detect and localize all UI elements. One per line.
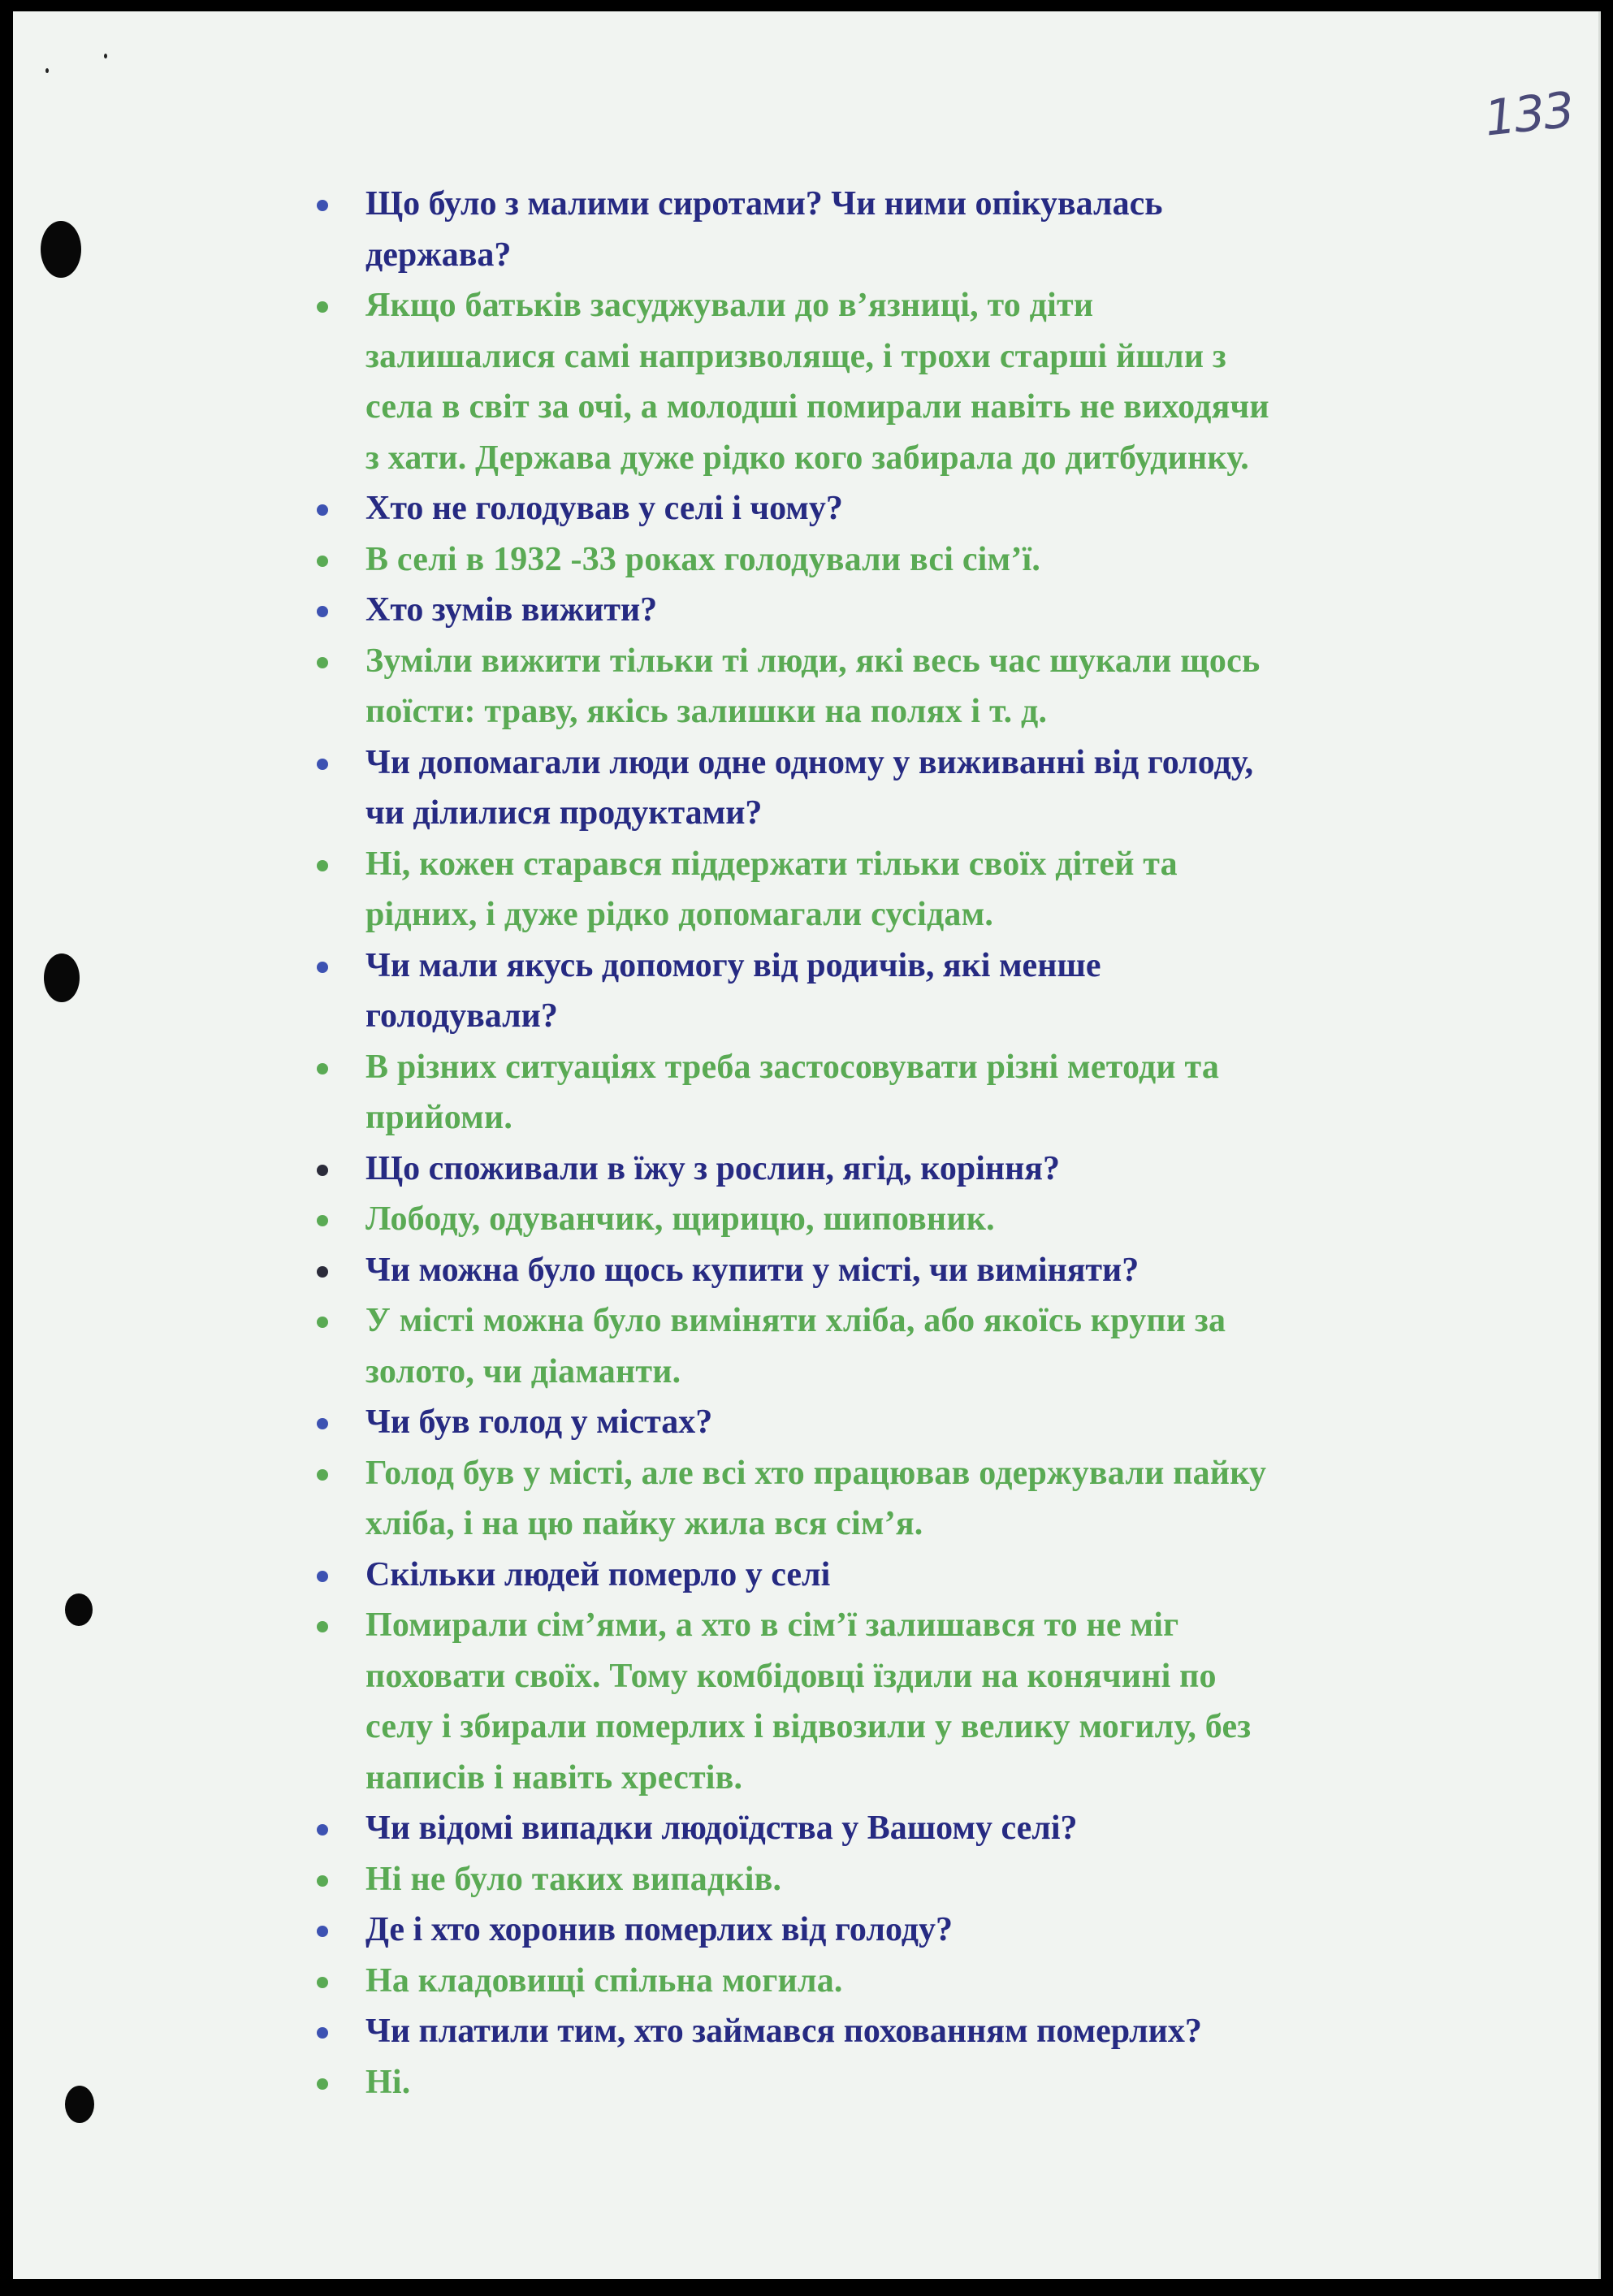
answer-item <box>314 2057 1507 2108</box>
answer-text-line: Ні. <box>365 2063 411 2101</box>
question-item <box>314 179 1507 280</box>
question-item <box>314 1550 1507 1601</box>
question-text-line: Де і хто хоронив померлих від голоду? <box>365 1911 953 1948</box>
punch-hole <box>65 2086 94 2123</box>
answer-text-line: В різних ситуаціях треба застосовувати різні методи та <box>365 1048 1220 1086</box>
answer-item <box>314 1448 1507 1550</box>
bullet-icon <box>317 1621 328 1632</box>
answer-text-line: селу і збирали померлих і відвозили у велику могилу, без <box>365 1708 1252 1745</box>
bullet-icon <box>317 301 328 313</box>
bullet-icon <box>317 1926 328 1937</box>
question-text-line: Чи допомагали люди одне одному у виживанні від голоду, <box>365 743 1254 781</box>
answer-text-line: Лободу, одуванчик, щирицю, шиповник. <box>365 1200 995 1238</box>
document-page <box>13 11 1601 2279</box>
answer-item <box>314 839 1507 940</box>
question-item <box>314 1905 1507 1956</box>
bullet-icon <box>317 2078 328 2090</box>
question-item <box>314 483 1507 534</box>
answer-text-line: В селі в 1932 -33 роках голодували всі сім’ї. <box>365 540 1041 578</box>
answer-item <box>314 534 1507 586</box>
question-text-line: Чи платили тим, хто займався похованням померлих? <box>365 2013 1202 2050</box>
question-text-line: Чи відомі випадки людоїдства у Вашому селі? <box>365 1810 1078 1847</box>
qa-list <box>314 179 1507 2108</box>
answer-text-line: золото, чи діаманти. <box>365 1352 681 1390</box>
answer-text-line: Помирали сім’ями, а хто в сім’ї залишався то не міг <box>365 1606 1179 1644</box>
answer-text-line: рідних, і дуже рідко допомагали сусідам. <box>365 896 994 933</box>
answer-item <box>314 280 1507 483</box>
answer-item <box>314 1956 1507 2007</box>
bullet-icon <box>317 1317 328 1328</box>
question-item <box>314 1144 1507 1195</box>
question-item <box>314 2006 1507 2057</box>
answer-text-line: села в світ за очі, а молодші помирали навіть не виходячи <box>365 388 1269 426</box>
question-text-line: Що було з малими сиротами? Чи ними опікувалась <box>365 185 1163 223</box>
answer-text-line: поховати своїх. Тому комбідовці їздили на конячині по <box>365 1657 1217 1695</box>
question-item <box>314 585 1507 636</box>
bullet-icon <box>317 1063 328 1074</box>
answer-item <box>314 1854 1507 1905</box>
answer-text-line: Голод був у місті, але всі хто працював одержували пайку <box>365 1454 1267 1492</box>
bullet-icon <box>317 759 328 770</box>
answer-text-line: прийоми. <box>365 1099 513 1136</box>
bullet-icon <box>317 962 328 973</box>
question-item <box>314 940 1507 1042</box>
question-text-line: Хто зумів вижити? <box>365 591 658 629</box>
bullet-icon <box>317 2027 328 2039</box>
bullet-icon <box>317 1824 328 1836</box>
question-item <box>314 1397 1507 1448</box>
bullet-icon <box>317 556 328 567</box>
answer-text-line: На кладовищі спільна могила. <box>365 1961 843 2000</box>
answer-text-line: У місті можна було виміняти хліба, або якоїсь крупи за <box>365 1302 1226 1339</box>
question-item <box>314 737 1507 839</box>
answer-item <box>314 1042 1507 1144</box>
page-number: 133 <box>1481 81 1576 148</box>
question-text-line: чи ділилися продуктами? <box>365 794 763 832</box>
answer-text-line: з хати. Держава дуже рідко кого забирала до дитбудинку. <box>365 439 1249 477</box>
bullet-icon <box>317 1977 328 1988</box>
bullet-icon <box>317 1165 328 1176</box>
answer-item <box>314 636 1507 737</box>
bullet-icon <box>317 504 328 516</box>
bullet-icon <box>317 1875 328 1887</box>
question-text-line: Скільки людей померло у селі <box>365 1555 831 1593</box>
answer-text-line: Зуміли вижити тільки ті люди, які весь час шукали щось <box>365 642 1261 680</box>
answer-text-line: написів і навіть хрестів. <box>365 1758 743 1797</box>
answer-text-line: Ні не було таких випадків. <box>365 1860 782 1898</box>
punch-hole <box>44 953 80 1002</box>
answer-item <box>314 1295 1507 1397</box>
question-text-line: Чи був голод у містах? <box>365 1403 713 1441</box>
bullet-icon <box>317 1418 328 1429</box>
bullet-icon <box>317 860 328 871</box>
question-text-line: Чи можна було щось купити у місті, чи виміняти? <box>365 1251 1139 1289</box>
bullet-icon <box>317 1469 328 1481</box>
answer-item <box>314 1194 1507 1245</box>
answer-text-line: залишалися самі напризволяще, і трохи старші йшли з <box>365 337 1226 375</box>
answer-text-line: Ні, кожен старався піддержати тільки своїх дітей та <box>365 845 1178 883</box>
bullet-icon <box>317 200 328 211</box>
ink-speck <box>104 54 107 58</box>
question-item <box>314 1245 1507 1296</box>
punch-hole <box>41 221 81 278</box>
question-item <box>314 1803 1507 1854</box>
ink-speck <box>45 68 49 73</box>
question-text-line: Чи мали якусь допомогу від родичів, які менше <box>365 946 1101 984</box>
bullet-icon <box>317 606 328 617</box>
question-text-line: голодували? <box>365 997 558 1035</box>
question-text-line: Хто не голодував у селі і чому? <box>365 490 843 527</box>
bullet-icon <box>317 1266 328 1278</box>
bullet-icon <box>317 1215 328 1226</box>
answer-text-line: поїсти: траву, якісь залишки на полях і т. д. <box>365 693 1048 730</box>
question-text-line: Що споживали в їжу з рослин, ягід, коріння? <box>365 1149 1061 1187</box>
answer-item <box>314 1600 1507 1803</box>
bullet-icon <box>317 657 328 668</box>
answer-text-line: Якщо батьків засуджували до в’язниці, то діти <box>365 287 1094 324</box>
punch-hole <box>65 1593 93 1626</box>
answer-text-line: хліба, і на цю пайку жила вся сім’я. <box>365 1505 923 1542</box>
question-text-line: держава? <box>365 236 512 274</box>
bullet-icon <box>317 1571 328 1582</box>
